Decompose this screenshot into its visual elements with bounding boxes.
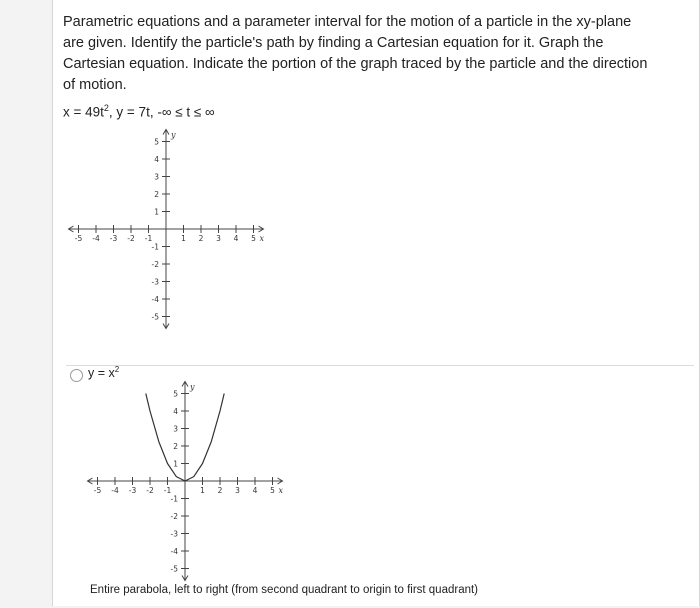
grid1-y-axis-name: y — [171, 130, 176, 140]
grid1-y-tick-label: 3 — [154, 172, 159, 182]
option-label-base: y = x — [88, 366, 115, 381]
chart-x-tick-label: 5 — [270, 486, 275, 495]
chart-y-tick-label: 2 — [173, 442, 178, 451]
equation-x-exponent: 2 — [103, 103, 109, 113]
chart-x-tick-label: 1 — [200, 486, 205, 495]
equation-rest: , y = 7t, -∞ ≤ t ≤ ∞ — [108, 104, 215, 120]
chart-x-tick-label: 3 — [235, 486, 240, 495]
chart-y-tick-label: 3 — [173, 424, 178, 434]
grid1-x-tick-label: -3 — [109, 234, 118, 243]
grid1-x-tick-label: 2 — [198, 234, 204, 243]
chart-x-tick-label: -5 — [93, 486, 102, 495]
chart-x-tick-label: -1 — [163, 486, 172, 495]
chart-x-axis-name: x — [278, 486, 284, 495]
chart-x-tick-label: -2 — [146, 486, 154, 495]
grid1-x-tick-label: 1 — [181, 234, 186, 243]
answer-caption: Entire parabola, left to right (from second quadrant to origin to first quadrant) — [90, 584, 479, 596]
grid1-x-tick-label: 5 — [251, 234, 256, 243]
chart-y-tick-label: 1 — [173, 459, 178, 469]
chart-y-axis-name: y — [190, 382, 195, 392]
chart-y-tick-label: 4 — [173, 407, 178, 416]
chart-x-tick-label: -3 — [128, 486, 137, 495]
grid1-y-tick-label: 1 — [154, 207, 159, 217]
grid1-x-tick-label: -5 — [74, 234, 83, 243]
grid1-x-tick-label: -4 — [92, 234, 100, 243]
grid1-y-tick-label: -3 — [151, 277, 159, 287]
grid1-x-tick-label: 3 — [216, 234, 221, 243]
grid1-x-tick-label: 4 — [233, 234, 239, 243]
grid1-y-tick-label: 5 — [154, 137, 159, 147]
grid1-x-tick-label: -1 — [144, 234, 153, 243]
chart-x-tick-label: 4 — [252, 486, 258, 495]
grid1-x-axis-name: x — [259, 234, 265, 243]
option-label-exponent: 2 — [114, 365, 120, 374]
grid1-y-tick-label: -5 — [151, 312, 159, 322]
chart-y-tick-label: -3 — [170, 529, 178, 539]
grid1-x-tick-label: -2 — [127, 234, 135, 243]
grid1-y-tick-label: -2 — [151, 260, 159, 269]
grid1-y-tick-label: -4 — [151, 295, 159, 304]
chart-y-tick-label: -4 — [170, 547, 178, 556]
chart-x-tick-label: -4 — [111, 486, 119, 495]
grid1-y-tick-label: 2 — [154, 190, 159, 199]
question-prompt: Parametric equations and a parameter interval for the motion of a particle in the xy-plane are given. Identify the particle's path by finding a Cartesian equation for it. Graph the Cartesian equation. Indicate the portion of the graph traced by the particle and the direction of motion. — [63, 14, 648, 93]
equation-x-part: x = 49t — [63, 104, 104, 120]
grid1-y-tick-label: -1 — [151, 242, 159, 252]
chart-y-tick-label: 5 — [173, 389, 178, 399]
chart-y-tick-label: -1 — [170, 494, 178, 504]
chart-y-tick-label: -5 — [170, 564, 178, 574]
grid1-y-tick-label: 4 — [154, 155, 159, 164]
chart-y-tick-label: -2 — [170, 512, 178, 521]
chart-x-tick-label: 2 — [217, 486, 223, 495]
